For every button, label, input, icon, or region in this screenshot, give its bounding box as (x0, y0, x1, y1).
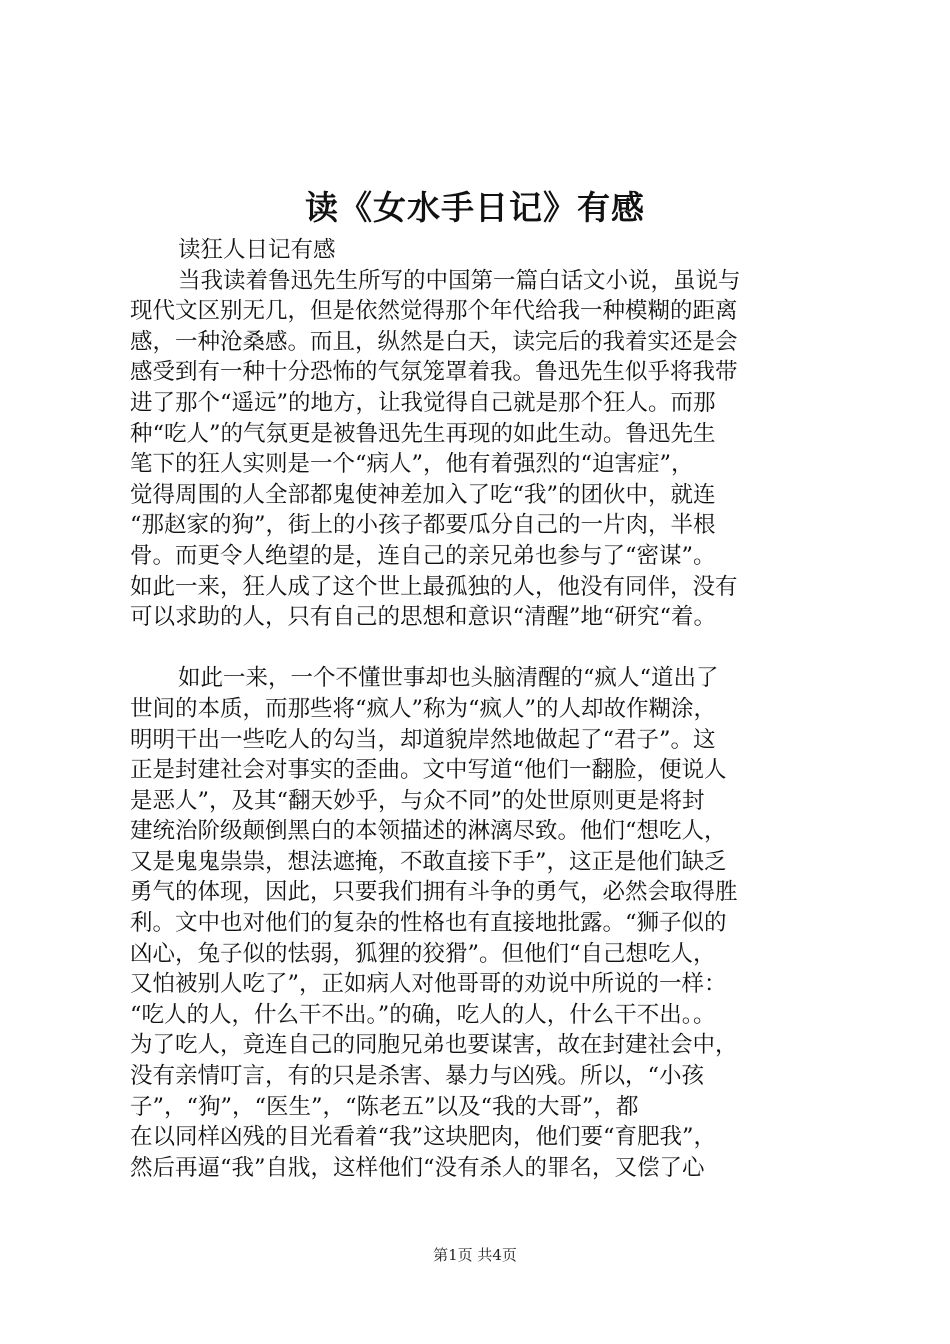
paragraph-line: 进了那个“遥远”的地方，让我觉得自己就是那个狂人。而那 (130, 389, 716, 416)
paragraph-line: 觉得周围的人全部都鬼使神差加入了吃“我”的团伙中，就连 (130, 481, 716, 508)
paragraph-line: 正是封建社会对事实的歪曲。文中写道“他们一翻脸，便说人 (130, 757, 727, 784)
paragraph-line: 感受到有一种十分恐怖的气氛笼罩着我。鲁迅先生似乎将我带 (130, 359, 738, 386)
paragraph-line: 世间的本质，而那些将“疯人”称为“疯人”的人却故作糊涂， (130, 695, 717, 722)
paragraph-line: 明明干出一些吃人的勾当，却道貌岸然地做起了“君子”。这 (130, 726, 716, 753)
paragraph-line: 又怕被别人吃了”，正如病人对他哥哥的劝说中所说的一样： (130, 971, 727, 998)
paragraph-line: “那赵家的狗”，街上的小孩子都要瓜分自己的一片肉，半根 (130, 512, 716, 539)
paragraph-line: 勇气的体现，因此，只要我们拥有斗争的勇气，必然会取得胜 (130, 879, 738, 906)
paragraph-line: 没有亲情叮言，有的只是杀害、暴力与凶残。所以，“小孩 (130, 1063, 705, 1090)
document-body (130, 235, 835, 1183)
paragraph-line: 可以求助的人，只有自己的思想和意识“清醒”地“研究“着。 (130, 604, 717, 631)
paragraph-line: 笔下的狂人实则是一个“病人”，他有着强烈的“迫害症”， (130, 451, 694, 478)
paragraph-line: 是恶人”，及其“翻天妙乎，与众不同”的处世原则更是将封 (130, 787, 705, 814)
paragraph-2 (130, 663, 835, 1183)
paragraph-line: 在以同样凶残的目光看着“我”这块肥肉，他们要“育肥我”， (130, 1124, 717, 1151)
paragraph-line: 如此一来，狂人成了这个世上最孤独的人，他没有同伴，没有 (130, 573, 738, 600)
document-title: 读《女水手日记》有感 (305, 188, 645, 227)
paragraph-line: “吃人的人，什么干不出。”的确，吃人的人，什么干不出。。 (130, 1001, 716, 1028)
paragraph-line: 种“吃人”的气氛更是被鲁迅先生再现的如此生动。鲁迅先生 (130, 420, 716, 447)
paragraph-line: 然后再逼“我”自戕，这样他们“没有杀人的罪名，又偿了心 (130, 1154, 705, 1181)
paragraph-line: 利。文中也对他们的复杂的性格也有直接地批露。“狮子似的 (130, 910, 727, 937)
paragraph-line: 为了吃人，竟连自己的同胞兄弟也要谋害，故在封建社会中， (130, 1032, 738, 1059)
paragraph-line: 建统治阶级颠倒黑白的本领描述的淋漓尽致。他们“想吃人， (130, 818, 727, 845)
paragraph-1 (130, 266, 835, 633)
paragraph-line: 子”，“狗”，“医生”，“陈老五”以及“我的大哥”，都 (130, 1093, 639, 1120)
paragraph-line: 现代文区别无几，但是依然觉得那个年代给我一种模糊的距离 (130, 298, 738, 325)
paragraph-spacer (130, 633, 835, 664)
paragraph-line: 感，一种沧桑感。而且，纵然是白天，读完后的我着实还是会 (130, 328, 738, 355)
paragraph-line: 如此一来，一个不懂世事却也头脑清醒的“疯人“道出了 (178, 665, 719, 692)
paragraph-line: 又是鬼鬼祟祟，想法遮掩，不敢直接下手”，这正是他们缺乏 (130, 848, 727, 875)
paragraph-line: 凶心，兔子似的怯弱，狐狸的狡猾”。但他们“自己想吃人， (130, 940, 716, 967)
paragraph-line: 当我读着鲁迅先生所写的中国第一篇白话文小说，虽说与 (178, 267, 741, 294)
page-footer: 第1页 共4页 (433, 1246, 517, 1264)
paragraph-line: 骨。而更令人绝望的是，连自己的亲兄弟也参与了“密谋”。 (130, 542, 716, 569)
document-subtitle: 读狂人日记有感 (178, 237, 336, 263)
